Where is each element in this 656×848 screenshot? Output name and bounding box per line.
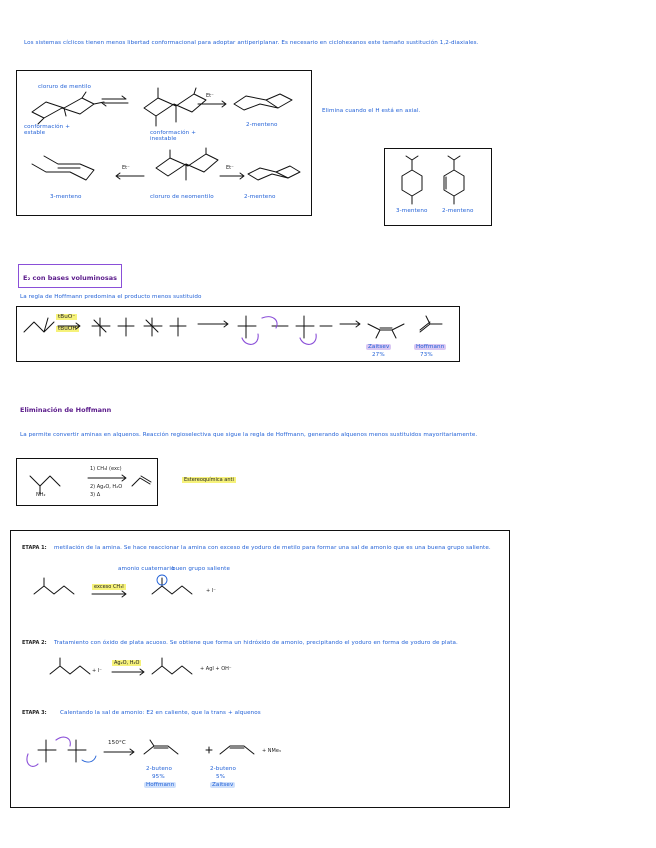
stereo-tag: Estereoquímica anti xyxy=(184,477,234,483)
label-2menteno-b: 2-menteno xyxy=(244,194,276,200)
arrow-base-3 xyxy=(218,172,248,180)
inset-label-1: 3-menteno xyxy=(396,208,428,214)
step1-note-a: amonio cuaternario xyxy=(118,566,175,572)
step1-byproduct: + I⁻ xyxy=(206,588,216,594)
bulky-base-arrow-2 xyxy=(196,320,232,328)
product-b-label: Hoffmann xyxy=(416,344,445,350)
equilibrium-arrow xyxy=(100,96,130,106)
section2-heading-box xyxy=(18,264,122,288)
alkene-product-1 xyxy=(230,88,300,118)
arrow-base-1 xyxy=(196,100,230,108)
label-silla-1: cloruro de mentilo xyxy=(38,84,92,90)
step1-reagent: exceso CH₃I xyxy=(94,584,124,590)
step3-substrate xyxy=(20,730,100,776)
label-cloruro-mentilo: cloruro de neomentilo xyxy=(150,194,214,200)
substrate-label: NH₂ xyxy=(36,492,46,498)
step1-text: metilación de la amina. Se hace reaccionar la amina con exceso de yoduro de metilo para formar una sal de amonio que es una buena grupo saliente. xyxy=(54,545,491,551)
reagent-top: tBuO⁻ xyxy=(58,314,76,320)
step2-label: ETAPA 2: xyxy=(22,640,47,646)
bulky-base-arrow-1 xyxy=(56,322,84,330)
step3-prod-b-pct: 5% xyxy=(216,774,226,780)
step3-label: ETAPA 3: xyxy=(22,710,47,716)
step3-product-a xyxy=(140,738,190,762)
step3-product-b xyxy=(204,738,264,762)
step3-prod-a-pct: 95% xyxy=(152,774,165,780)
section3-reagent-2: 2) Ag₂O, H₂O xyxy=(90,484,123,490)
step3-prod-b-tag: Zaitsev xyxy=(212,782,234,788)
product-a-pct: 27% xyxy=(372,352,385,358)
hoffmann-arrow xyxy=(86,474,130,482)
hoffmann-substrate xyxy=(26,466,66,496)
transition-states xyxy=(232,310,336,352)
step3-prod-b-name: 2-buteno xyxy=(210,766,237,772)
step3-reagent: 150°C xyxy=(108,740,126,746)
intro-text: Los sistemas cíclicos tienen menos libertad conformacional para adoptar antiperiplanar. Es necesario en ciclohexanos este tamaño sustitución 1,2-diaxiales. xyxy=(24,40,479,46)
step1-note-b: buen grupo saliente xyxy=(172,566,230,572)
step2-product xyxy=(148,656,198,682)
section2-subtitle: La regla de Hoffmann predomina el producto menos sustituido xyxy=(20,294,202,300)
step2-text: Tratamiento con óxido de plata acuoso. Se obtiene que forma un hidróxido de amonio, precipitando el yoduro en forma de yoduro de plata. xyxy=(54,640,458,646)
alkene-product-2 xyxy=(28,152,108,192)
step2-reagent: Ag₂O, H₂O xyxy=(114,660,140,666)
step2-byproduct: + AgI + OH⁻ xyxy=(200,666,232,672)
side-note: Elimina cuando el H está en axial. xyxy=(322,108,421,114)
base-label-1: Et⁻ xyxy=(206,93,214,99)
step3-prod-a-name: 2-buteno xyxy=(146,766,173,772)
label-2menteno-a: 2-menteno xyxy=(246,122,278,128)
bulky-base-substrate xyxy=(22,312,56,338)
hoffmann-product xyxy=(130,470,154,490)
section3-reagent-3: 3) Δ xyxy=(90,492,101,498)
reagent-bottom: tBuOH xyxy=(58,326,77,332)
arrow-base-2 xyxy=(112,172,146,180)
step3-prod-a-tag: Hoffmann xyxy=(146,782,175,788)
section3-heading: Eliminación de Hoffmann xyxy=(20,406,112,414)
inset-label-2: 2-menteno xyxy=(442,208,474,214)
section2-heading: E₂ con bases voluminosas xyxy=(23,274,117,282)
product-b-pct: 73% xyxy=(420,352,433,358)
bulky-base-arrow-3 xyxy=(338,320,364,328)
section3-subtitle: La permite convertir aminas en alquenos. Reacción regioselectiva que sigue la regla de Hoffmann, generando alquenos menos sustituidos mayoritariamente. xyxy=(20,432,478,438)
label-conf-inestable: conformación + inestable xyxy=(150,130,196,142)
newman-projections xyxy=(86,312,196,342)
menthene-inset-structures xyxy=(392,152,488,208)
cyclohexane-chair-3 xyxy=(150,150,230,190)
step1-label: ETAPA 1: xyxy=(22,545,47,551)
step1-product xyxy=(148,574,208,602)
step2-arrow xyxy=(110,668,148,676)
step1-arrow xyxy=(90,590,130,598)
step2-substrate xyxy=(46,656,94,682)
alkene-product-3 xyxy=(246,162,306,188)
base-label-2: Et⁻ xyxy=(122,165,130,171)
section3-reagent-1: 1) CH₃I (exc) xyxy=(90,466,122,472)
step2-plus: + I⁻ xyxy=(92,668,102,674)
step3-arrow xyxy=(102,748,138,756)
label-conf-estable: conformación + estable xyxy=(24,124,70,136)
alkene-products xyxy=(362,312,450,342)
step3-byproduct: + NMe₃ xyxy=(262,748,281,754)
step3-text: Calentando la sal de amonio: E2 en caliente, que la trans + alquenos xyxy=(60,710,261,716)
base-label-3: Et⁻ xyxy=(226,165,234,171)
step1-substrate xyxy=(30,576,80,602)
product-a-label: Zaitsev xyxy=(368,344,390,350)
label-3menteno: 3-menteno xyxy=(50,194,82,200)
